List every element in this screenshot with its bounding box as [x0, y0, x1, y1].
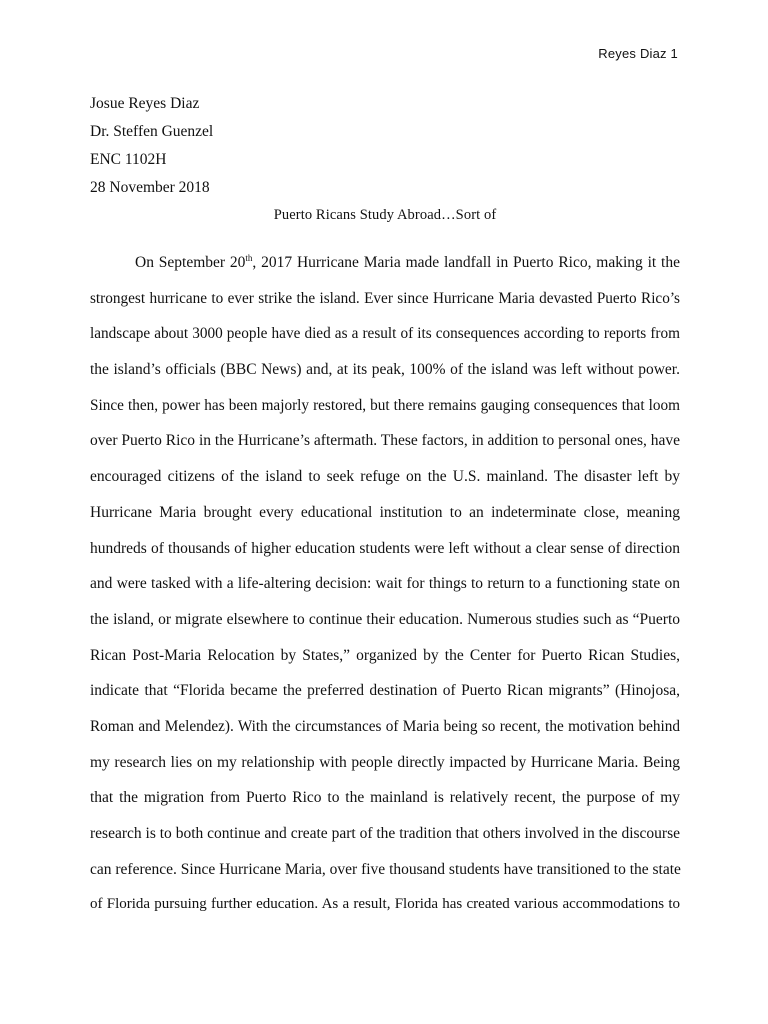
- paragraph-line: and were tasked with a life-altering decision: wait for things to return to a functioning state on: [90, 575, 680, 593]
- mla-heading: [90, 90, 680, 202]
- paragraph-line: Rican Post-Maria Relocation by States,” organized by the Center for Puerto Rican Studies,: [90, 646, 680, 664]
- paragraph-line: encouraged citizens of the island to seek refuge on the U.S. mainland. The disaster left by: [90, 468, 680, 486]
- paper-date: 28 November 2018: [90, 179, 210, 196]
- paragraph-line: indicate that “Florida became the preferred destination of Puerto Rican migrants” (Hinojosa,: [90, 682, 680, 700]
- paragraph-line: Since then, power has been majorly restored, but there remains gauging consequences that loom: [90, 396, 680, 414]
- paragraph-line: hundreds of thousands of higher education students were left without a clear sense of direction: [90, 539, 680, 557]
- instructor-name: Dr. Steffen Guenzel: [90, 123, 214, 140]
- paragraph-line: [90, 245, 680, 281]
- running-head: Reyes Diaz 1: [598, 46, 678, 61]
- author-name: Josue Reyes Diaz: [90, 95, 200, 112]
- paragraph-line: can reference. Since Hurricane Maria, over five thousand students have transitioned to the state: [90, 860, 681, 878]
- paragraph-line: research is to both continue and create part of the tradition that others involved in the discourse: [90, 825, 680, 842]
- paragraph-line: the island, or migrate elsewhere to continue their education. Numerous studies such as “Puerto: [90, 610, 680, 628]
- paragraph-line: of Florida pursuing further education. As a result, Florida has created various accommodations to: [90, 896, 680, 913]
- body-paragraph: [90, 245, 680, 923]
- paper-title: Puerto Ricans Study Abroad…Sort of: [273, 207, 497, 223]
- paragraph-line: Hurricane Maria brought every educational institution to an indeterminate close, meaning: [90, 503, 680, 521]
- ordinal-suffix: th: [245, 252, 253, 263]
- paragraph-line: Roman and Melendez). With the circumstances of Maria being so recent, the motivation behind: [90, 717, 680, 735]
- course-code: ENC 1102H: [90, 151, 167, 168]
- paragraph-line: the island’s officials (BBC News) and, at its peak, 100% of the island was left without power.: [90, 361, 680, 379]
- paragraph-line: landscape about 3000 people have died as a result of its consequences according to reports from: [90, 325, 680, 343]
- paragraph-line: my research lies on my relationship with people directly impacted by Hurricane Maria. Being: [90, 753, 680, 771]
- line-text: , 2017 Hurricane Maria made landfall in Puerto Rico, making it the: [252, 254, 680, 271]
- line-text: On September 20: [135, 254, 246, 271]
- paragraph-line: over Puerto Rico in the Hurricane’s aftermath. These factors, in addition to personal ones, have: [90, 432, 680, 450]
- paragraph-line: that the migration from Puerto Rico to the mainland is relatively recent, the purpose of my: [90, 789, 680, 807]
- paragraph-line: strongest hurricane to ever strike the island. Ever since Hurricane Maria devasted Puerto Rico’s: [90, 289, 680, 307]
